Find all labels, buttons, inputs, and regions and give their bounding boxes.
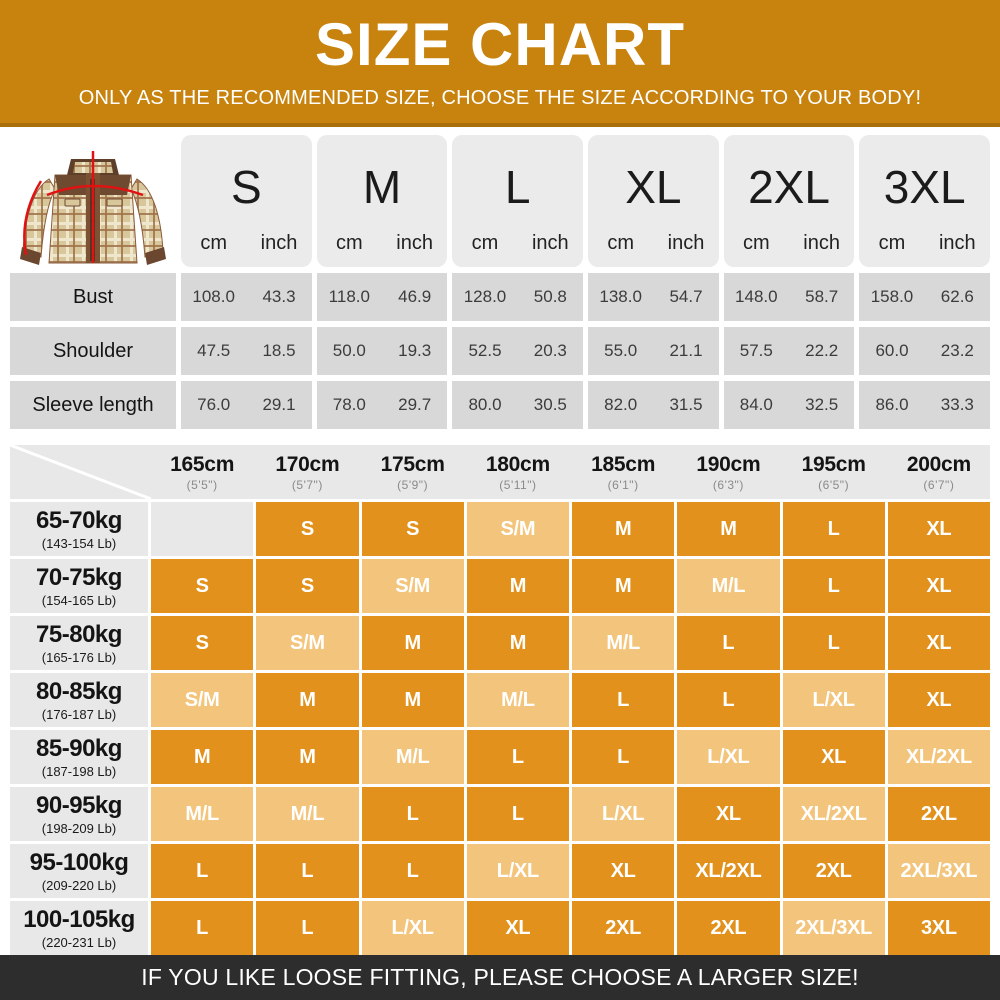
inch-label: inch bbox=[667, 232, 705, 254]
row-label-sleeve-length: Sleeve length bbox=[10, 381, 176, 429]
measure-cell: 108.0 43.3 bbox=[181, 273, 312, 321]
inch-label: inch bbox=[396, 232, 433, 254]
size-column-header-s bbox=[181, 135, 312, 267]
footer-note-bar bbox=[0, 955, 1000, 1000]
unit-labels bbox=[181, 232, 312, 267]
measure-cell: 118.0 46.9 bbox=[317, 273, 448, 321]
size-column-header-3xl bbox=[859, 135, 990, 267]
size-cell: M/L bbox=[362, 730, 464, 784]
size-cell: XL/2XL bbox=[677, 844, 779, 898]
size-cell: S/M bbox=[467, 502, 569, 556]
size-cell: M bbox=[467, 616, 569, 670]
size-cell: 2XL bbox=[888, 787, 990, 841]
measure-cell: 158.0 62.6 bbox=[859, 273, 990, 321]
size-cell: 2XL/3XL bbox=[783, 901, 885, 955]
cm-label: cm bbox=[607, 232, 634, 254]
size-cell: XL bbox=[572, 844, 674, 898]
measure-cell: 80.0 30.5 bbox=[452, 381, 583, 429]
size-cell: S/M bbox=[362, 559, 464, 613]
size-cell: M bbox=[467, 559, 569, 613]
size-cell: L bbox=[572, 730, 674, 784]
measure-cell: 84.0 32.5 bbox=[724, 381, 855, 429]
inch-label: inch bbox=[938, 232, 976, 254]
size-cell: L bbox=[783, 502, 885, 556]
size-cell: M bbox=[256, 730, 358, 784]
size-column-header-2xl bbox=[724, 135, 855, 267]
size-cell: S bbox=[362, 502, 464, 556]
height-column-header: 170cm (5'7") bbox=[275, 452, 340, 492]
size-cell: L bbox=[783, 559, 885, 613]
size-cell: XL bbox=[888, 673, 990, 727]
size-label: 3XL bbox=[883, 160, 966, 213]
measure-cell: 60.0 23.2 bbox=[859, 327, 990, 375]
size-cell: S bbox=[151, 559, 253, 613]
size-cell: L/XL bbox=[362, 901, 464, 955]
size-cell bbox=[151, 502, 253, 556]
weight-row-label: 95-100kg (209-220 Lb) bbox=[10, 844, 148, 898]
cm-label: cm bbox=[200, 232, 227, 254]
size-cell: 2XL bbox=[677, 901, 779, 955]
footer-note: IF YOU LIKE LOOSE FITTING, PLEASE CHOOSE A LARGER SIZE! bbox=[141, 964, 859, 990]
height-column-header: 200cm (6'7") bbox=[906, 452, 971, 492]
weight-row-label: 65-70kg (143-154 Lb) bbox=[10, 502, 148, 556]
measure-cell: 148.0 58.7 bbox=[724, 273, 855, 321]
size-cell: M/L bbox=[572, 616, 674, 670]
size-cell: S bbox=[151, 616, 253, 670]
cm-label: cm bbox=[878, 232, 906, 254]
measure-cell: 86.0 33.3 bbox=[859, 381, 990, 429]
size-cell: M bbox=[572, 559, 674, 613]
size-column-header-l bbox=[452, 135, 583, 267]
size-label: L bbox=[504, 160, 531, 213]
unit-labels bbox=[588, 232, 719, 267]
weight-row-label: 85-90kg (187-198 Lb) bbox=[10, 730, 148, 784]
size-cell: M bbox=[572, 502, 674, 556]
measure-cell: 78.0 29.7 bbox=[317, 381, 448, 429]
size-column-header-m bbox=[317, 135, 448, 267]
page-title: SIZE CHART bbox=[315, 11, 685, 78]
measure-cell: 57.5 22.2 bbox=[724, 327, 855, 375]
measure-cell: 52.5 20.3 bbox=[452, 327, 583, 375]
inch-label: inch bbox=[803, 232, 840, 254]
size-matrix-table bbox=[10, 445, 990, 955]
size-label: S bbox=[230, 160, 262, 213]
weight-row-label: 100-105kg (220-231 Lb) bbox=[10, 901, 148, 955]
size-cell: M bbox=[362, 616, 464, 670]
height-column-header: 175cm (5'9") bbox=[380, 452, 445, 492]
size-cell: XL bbox=[888, 502, 990, 556]
height-header-row bbox=[10, 445, 990, 499]
measurement-table bbox=[10, 135, 990, 429]
measure-cell: 138.0 54.7 bbox=[588, 273, 719, 321]
size-cell: M bbox=[151, 730, 253, 784]
unit-labels bbox=[859, 232, 990, 267]
height-column-header: 165cm (5'5") bbox=[170, 452, 235, 492]
size-cell: L bbox=[151, 901, 253, 955]
size-cell: XL/2XL bbox=[783, 787, 885, 841]
unit-labels bbox=[452, 232, 583, 267]
weight-row-label: 90-95kg (198-209 Lb) bbox=[10, 787, 148, 841]
cm-label: cm bbox=[471, 232, 499, 254]
measure-cell: 82.0 31.5 bbox=[588, 381, 719, 429]
size-cell: L bbox=[467, 730, 569, 784]
size-cell: L bbox=[256, 844, 358, 898]
size-cell: L bbox=[677, 616, 779, 670]
measure-cell: 47.5 18.5 bbox=[181, 327, 312, 375]
inch-label: inch bbox=[260, 232, 298, 254]
size-cell: S bbox=[256, 559, 358, 613]
size-cell: M/L bbox=[677, 559, 779, 613]
size-cell: L bbox=[256, 901, 358, 955]
cm-label: cm bbox=[742, 232, 770, 254]
measure-cell: 55.0 21.1 bbox=[588, 327, 719, 375]
size-cell: L bbox=[362, 787, 464, 841]
corner-diagonal-line bbox=[10, 445, 151, 499]
size-column-header-xl bbox=[588, 135, 719, 267]
size-cell: XL/2XL bbox=[888, 730, 990, 784]
jacket-product-image bbox=[10, 135, 176, 267]
size-cell: L/XL bbox=[467, 844, 569, 898]
size-cell: M/L bbox=[256, 787, 358, 841]
row-label-bust: Bust bbox=[10, 273, 176, 321]
size-cell: M/L bbox=[467, 673, 569, 727]
size-cell: M/L bbox=[151, 787, 253, 841]
measure-cell: 128.0 50.8 bbox=[452, 273, 583, 321]
page-subtitle: ONLY AS THE RECOMMENDED SIZE, CHOOSE THE SIZE ACCORDING TO YOUR BODY! bbox=[78, 87, 922, 109]
banner bbox=[0, 0, 1000, 127]
weight-row-label: 75-80kg (165-176 Lb) bbox=[10, 616, 148, 670]
size-cell: L bbox=[572, 673, 674, 727]
size-cell: XL bbox=[677, 787, 779, 841]
inch-label: inch bbox=[531, 232, 569, 254]
measure-cell: 76.0 29.1 bbox=[181, 381, 312, 429]
size-cell: L/XL bbox=[572, 787, 674, 841]
size-cell: L bbox=[783, 616, 885, 670]
size-cell: L bbox=[677, 673, 779, 727]
size-cell: XL bbox=[888, 559, 990, 613]
size-cell: L/XL bbox=[783, 673, 885, 727]
size-cell: S/M bbox=[151, 673, 253, 727]
cm-label: cm bbox=[335, 232, 363, 254]
size-cell: L/XL bbox=[677, 730, 779, 784]
size-cell: M bbox=[677, 502, 779, 556]
size-cell: XL bbox=[783, 730, 885, 784]
unit-labels bbox=[724, 232, 855, 267]
measure-cell: 50.0 19.3 bbox=[317, 327, 448, 375]
size-cell: M bbox=[256, 673, 358, 727]
size-cell: 2XL bbox=[783, 844, 885, 898]
height-column-header: 195cm (6'5") bbox=[801, 452, 866, 492]
height-column-header: 180cm (5'11") bbox=[485, 452, 550, 492]
weight-row-label: 80-85kg (176-187 Lb) bbox=[10, 673, 148, 727]
size-label: 2XL bbox=[748, 160, 830, 213]
size-cell: 3XL bbox=[888, 901, 990, 955]
size-label: XL bbox=[625, 160, 682, 213]
size-cell: XL bbox=[467, 901, 569, 955]
row-label-shoulder: Shoulder bbox=[10, 327, 176, 375]
jacket-illustration bbox=[12, 137, 174, 277]
weight-row-label: 70-75kg (154-165 Lb) bbox=[10, 559, 148, 613]
size-label: M bbox=[362, 160, 402, 213]
size-cell: XL bbox=[888, 616, 990, 670]
size-cell: L bbox=[467, 787, 569, 841]
height-column-header: 185cm (6'1") bbox=[591, 452, 656, 492]
unit-labels bbox=[317, 232, 448, 267]
size-cell: S/M bbox=[256, 616, 358, 670]
size-cell: 2XL/3XL bbox=[888, 844, 990, 898]
size-cell: S bbox=[256, 502, 358, 556]
height-column-header: 190cm (6'3") bbox=[696, 452, 761, 492]
size-cell: L bbox=[362, 844, 464, 898]
size-cell: 2XL bbox=[572, 901, 674, 955]
size-cell: L bbox=[151, 844, 253, 898]
size-cell: M bbox=[362, 673, 464, 727]
